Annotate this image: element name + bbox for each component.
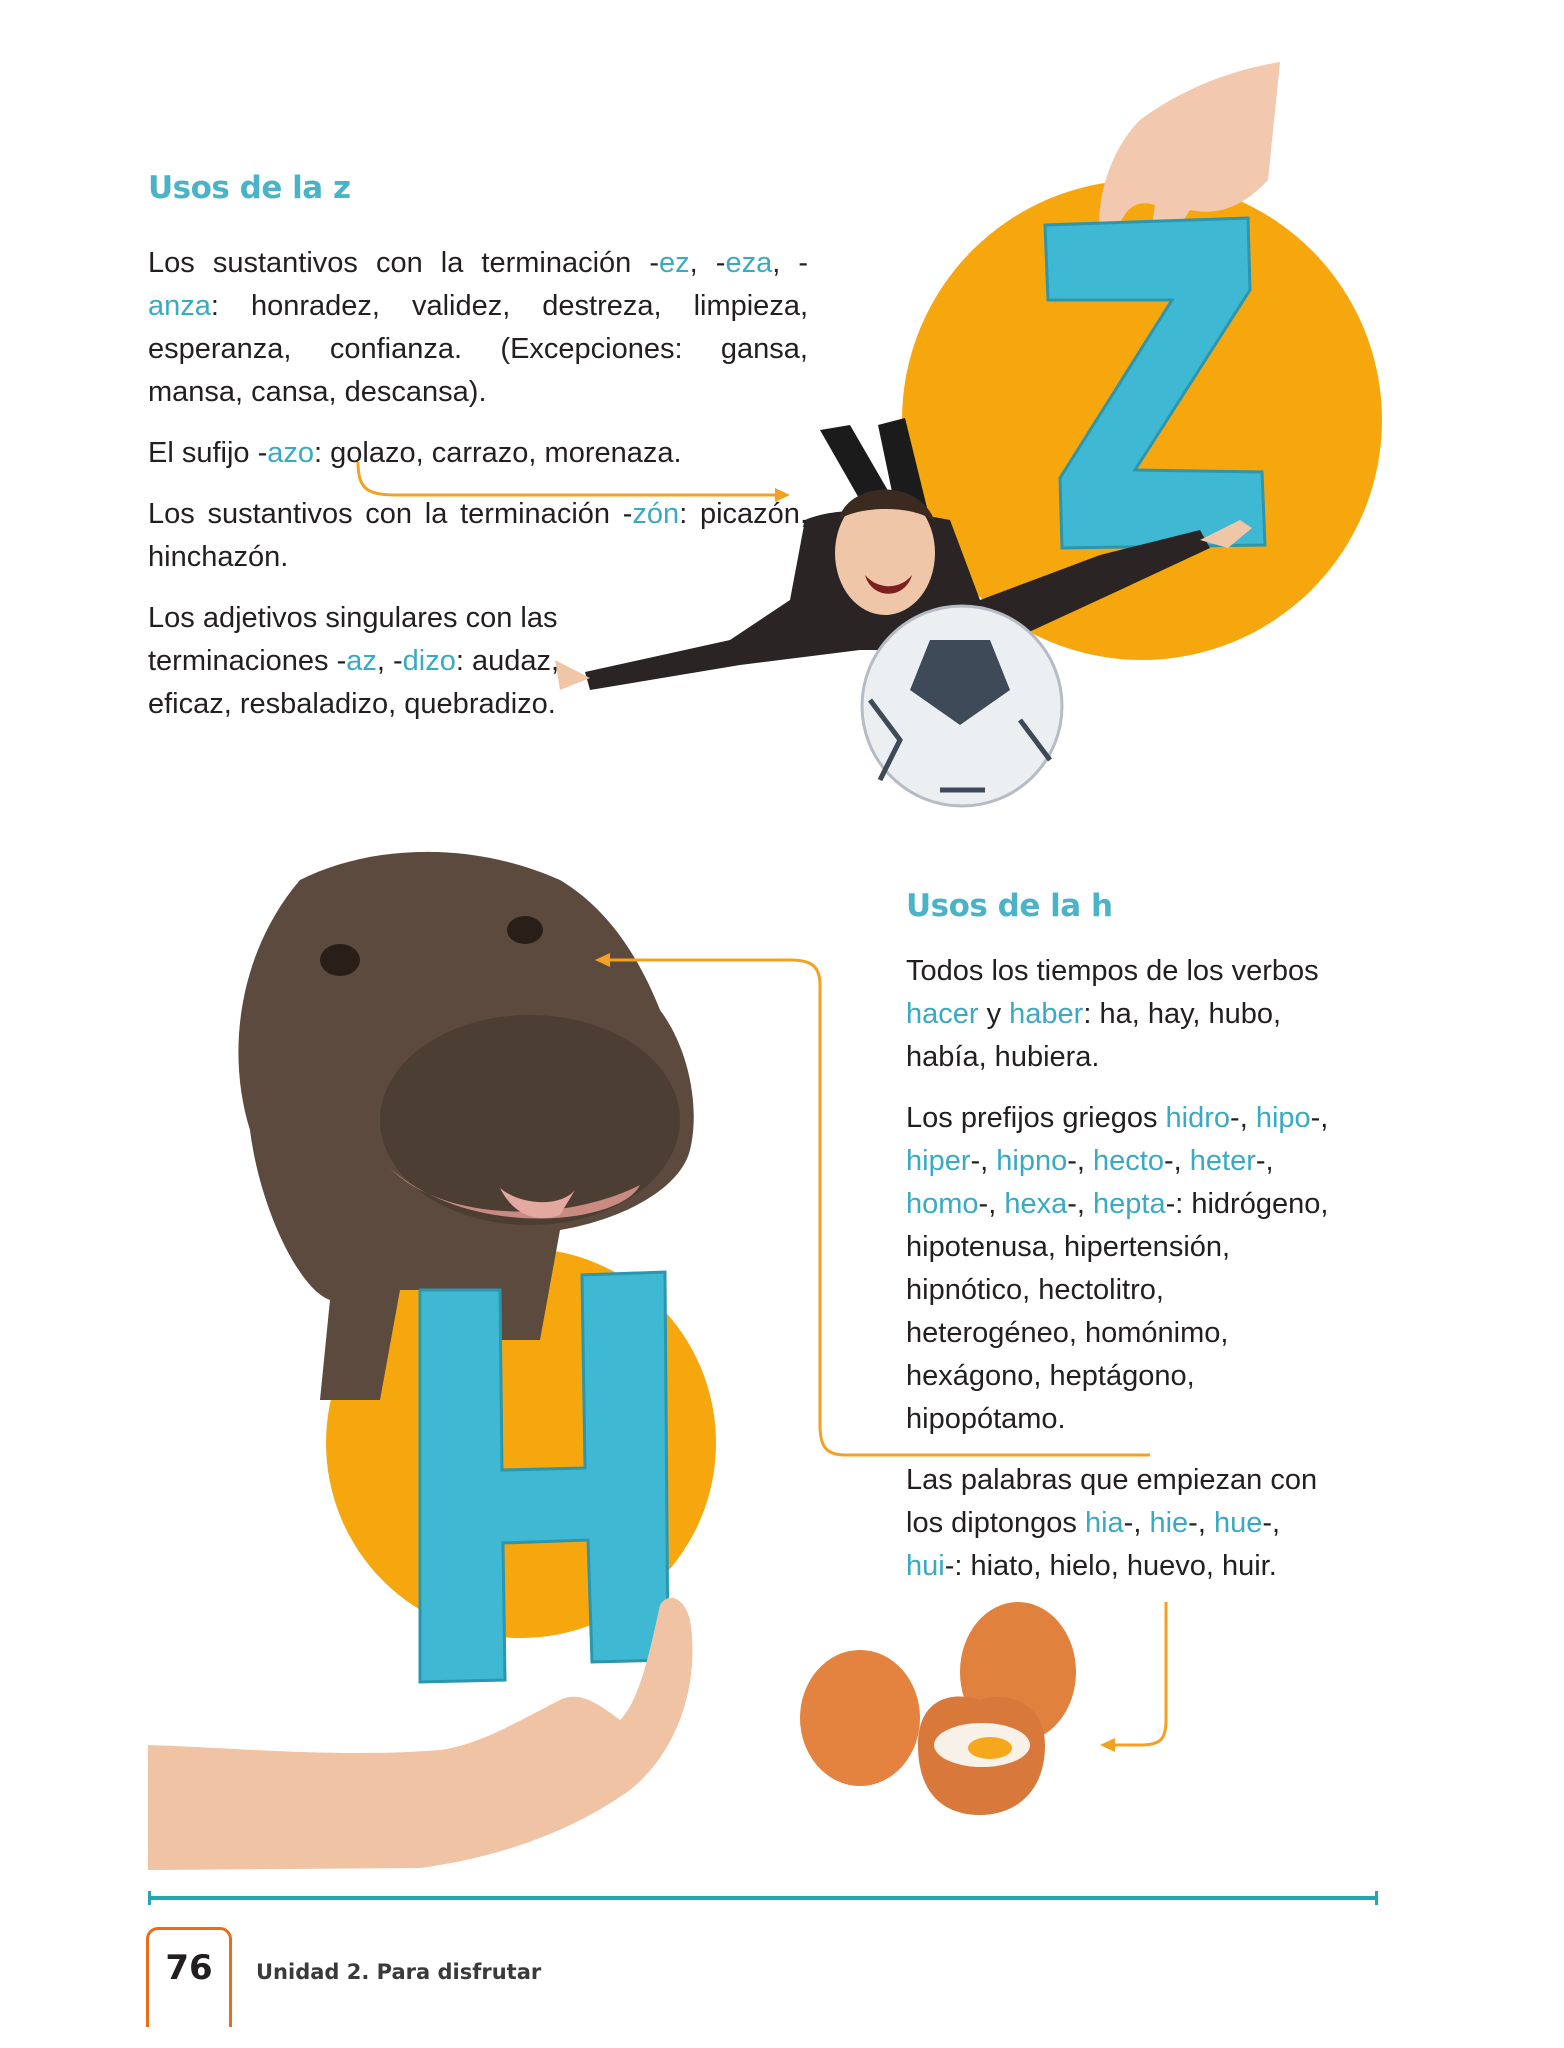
highlight-term: hepta [1093,1188,1166,1220]
section-z [148,170,808,744]
highlight-term: hie [1149,1507,1189,1539]
text-segment: : picazón, hinchazón. [148,498,808,573]
section-heading: Usos de la z [148,170,351,206]
highlight-term: hecto [1093,1145,1164,1177]
text-segment: Los sustantivos con la terminación - [148,498,633,530]
h-paragraph-3 [906,1459,1336,1588]
footer-rule [148,1896,1378,1900]
text-segment: : golazo, carrazo, morenaza. [314,437,682,469]
highlight-term: dizo [402,645,456,677]
soccer-ball-image [862,606,1062,806]
highlight-term: hia [1084,1507,1124,1539]
text-segment: -, [1262,1507,1281,1539]
text-segment: : ha, hay, hubo, había, hubiera. [906,998,1282,1073]
highlight-term: azo [267,437,315,469]
section-h [906,888,1336,1606]
highlight-term: hipno [996,1145,1068,1177]
text-segment: -, [1310,1102,1329,1134]
highlight-term: ez [659,247,690,279]
text-segment: , - [772,247,808,279]
text-segment: Los adjetivos singulares con las terminaciones - [148,602,558,677]
text-segment: Las palabras que empiezan con los diptongos [906,1464,1318,1539]
text-segment: -: hidrógeno, hipotenusa, hipertensión, hipnótico, hectolitro, heterogéneo, homónimo, hexágono, heptágono, hipopótamo. [906,1188,1329,1435]
highlight-term: az [346,645,377,677]
highlight-term: zón [632,498,680,530]
text-segment: -, [1163,1145,1190,1177]
text-segment: y [978,998,1010,1030]
z-paragraph-2 [148,432,808,475]
page-number: 76 [146,1927,232,2027]
letter-h-image [420,1272,668,1682]
highlight-term: hexa [1004,1188,1068,1220]
highlight-term: hui [906,1550,945,1582]
text-segment: , - [376,645,403,677]
text-segment: El sufijo - [148,437,268,469]
highlight-term: heter [1189,1145,1256,1177]
text-segment: : honradez, validez, destreza, limpieza, esperanza, confianza. (Excepciones: gansa, mansa, cansa, descansa). [148,290,808,408]
text-segment: -: hiato, hielo, huevo, huir. [944,1550,1277,1582]
text-segment: Los prefijos griegos [906,1102,1166,1134]
text-segment: -, [970,1145,997,1177]
highlight-term: hue [1213,1507,1263,1539]
text-segment: -, [1123,1507,1150,1539]
text-segment: -, [978,1188,1005,1220]
highlight-term: hipo [1255,1102,1311,1134]
text-segment: Todos los tiempos de los verbos [906,955,1319,987]
text-segment: : audaz, eficaz, resbaladizo, quebradizo. [148,645,560,720]
highlight-term: haber [1009,998,1084,1030]
highlight-term: hiper [906,1145,971,1177]
text-segment: -, [1230,1102,1256,1134]
highlight-term: hacer [906,998,979,1030]
letter-z-image [1045,218,1265,548]
z-paragraph-3 [148,493,808,579]
section-heading: Usos de la h [906,888,1113,924]
z-paragraph-4 [148,597,628,726]
text-segment: Los sustantivos con la terminación - [148,247,660,279]
highlight-term: homo [906,1188,979,1220]
text-segment: -, [1067,1145,1094,1177]
highlight-term: anza [148,290,211,322]
unit-label: Unidad 2. Para disfrutar [256,1960,542,1984]
highlight-term: eza [725,247,773,279]
eggs-image [800,1602,1076,1815]
text-segment: -, [1188,1507,1214,1539]
text-segment: -, [1067,1188,1093,1220]
highlight-term: hidro [1165,1102,1231,1134]
text-segment: -, [1255,1145,1274,1177]
h-paragraph-2 [906,1097,1336,1441]
z-paragraph-1 [148,242,808,414]
text-segment: , - [689,247,726,279]
h-paragraph-1 [906,950,1336,1079]
arrow-huevo [1100,1602,1166,1752]
